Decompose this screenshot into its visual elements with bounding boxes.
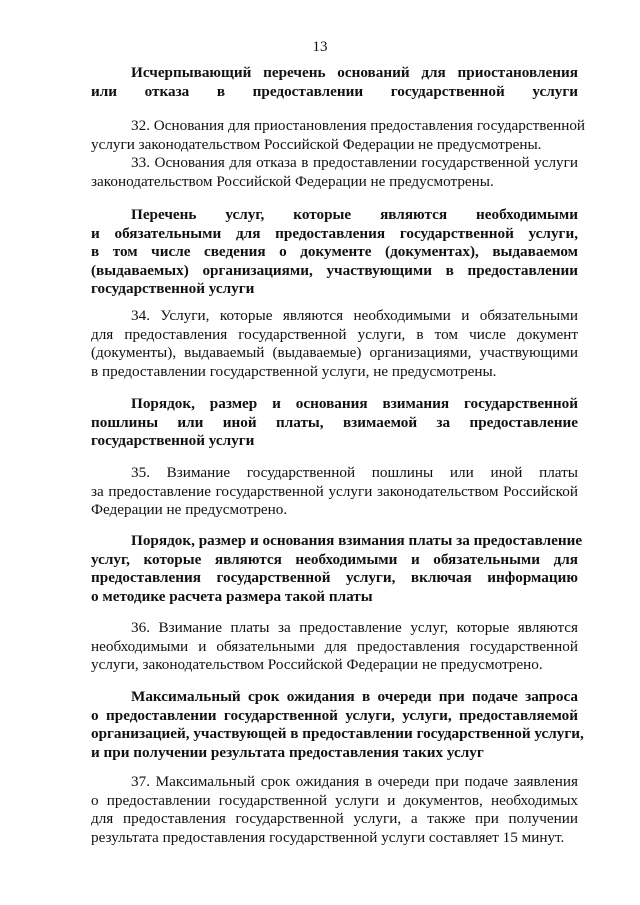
paragraph-line: необходимыми и обязательными для предоставления государственной [91,637,578,655]
paragraph-line: за предоставление государственной услуги законодательством Российской [91,482,578,500]
paragraph-36 [91,619,578,675]
paragraph-33 [91,154,578,191]
paragraph-34 [91,307,578,381]
paragraph-line: услуги, законодательством Российской Федерации не предусмотрено. [91,656,543,674]
page-number: 13 [312,39,328,55]
paragraph-line: 36. Взимание платы за предоставление услуг, которые являются [131,619,578,636]
heading-line: пошлины или иной платы, взимаемой за предоставление [91,413,578,431]
paragraph-32 [91,117,586,154]
paragraph-line: услуги законодательством Российской Федерации не предусмотрены. [91,135,542,153]
section-heading-state-duty [91,395,578,451]
paragraph-line: 35. Взимание государственной пошлины или иной платы [131,464,578,481]
paragraph-line: 34. Услуги, которые являются необходимыми и обязательными [131,307,578,324]
section-heading-suspension-grounds [91,64,578,101]
heading-line: Порядок, размер и основания взимания платы за предоставление [131,532,583,549]
paragraph-line: 32. Основания для приостановления предоставления государственной [131,117,586,134]
paragraph-line: (документы), выдаваемый (выдаваемые) организациями, участвующими [91,344,578,362]
heading-line: и при получении результата предоставления таких услуг [91,743,484,761]
heading-line: Перечень услуг, которые являются необходимыми [131,206,578,223]
heading-line: государственной услуги [91,432,255,450]
paragraph-line: 37. Максимальный срок ожидания в очереди при подаче заявления [131,773,578,790]
paragraph-line: результата предоставления государственной услуги составляет 15 минут. [91,828,565,846]
heading-line: в том числе сведения о документе (документах), выдаваемом [91,243,578,261]
section-heading-queue-waiting-time [91,688,584,762]
paragraph-line: о предоставлении государственной услуги и документов, необходимых [91,791,578,809]
section-heading-required-services [91,206,578,299]
section-heading-fee-methodology [91,532,583,606]
paragraph-line: законодательством Российской Федерации не предусмотрены. [91,172,494,190]
heading-line: услуг, которые являются необходимыми и обязательными для [91,550,578,568]
paragraph-line: 33. Основания для отказа в предоставлении государственной услуги [131,154,578,171]
heading-line: государственной услуги [91,280,255,298]
paragraph-line: для предоставления государственной услуги, в том числе документ [91,325,578,343]
paragraph-line: Федерации не предусмотрено. [91,501,288,519]
heading-line: организацией, участвующей в предоставлении государственной услуги, [91,725,584,743]
heading-line: о методике расчета размера такой платы [91,587,373,605]
heading-line: Порядок, размер и основания взимания государственной [131,395,578,412]
heading-line: и обязательными для предоставления государственной услуги, [91,224,578,242]
heading-line: предоставления государственной услуги, включая информацию [91,569,578,587]
paragraph-line: в предоставлении государственной услуги, не предусмотрены. [91,362,497,380]
paragraph-37 [91,773,578,847]
paragraph-line: для предоставления государственной услуги, а также при получении [91,810,578,828]
heading-line: Максимальный срок ожидания в очереди при подаче запроса [131,688,578,705]
heading-line: о предоставлении государственной услуги, услуги, предоставляемой [91,706,578,724]
heading-line: Исчерпывающий перечень оснований для приостановления [131,64,578,81]
paragraph-35 [91,464,578,520]
heading-line: или отказа в предоставлении государственной услуги [91,82,578,100]
heading-line: (выдаваемых) организациями, участвующими в предоставлении [91,261,578,279]
